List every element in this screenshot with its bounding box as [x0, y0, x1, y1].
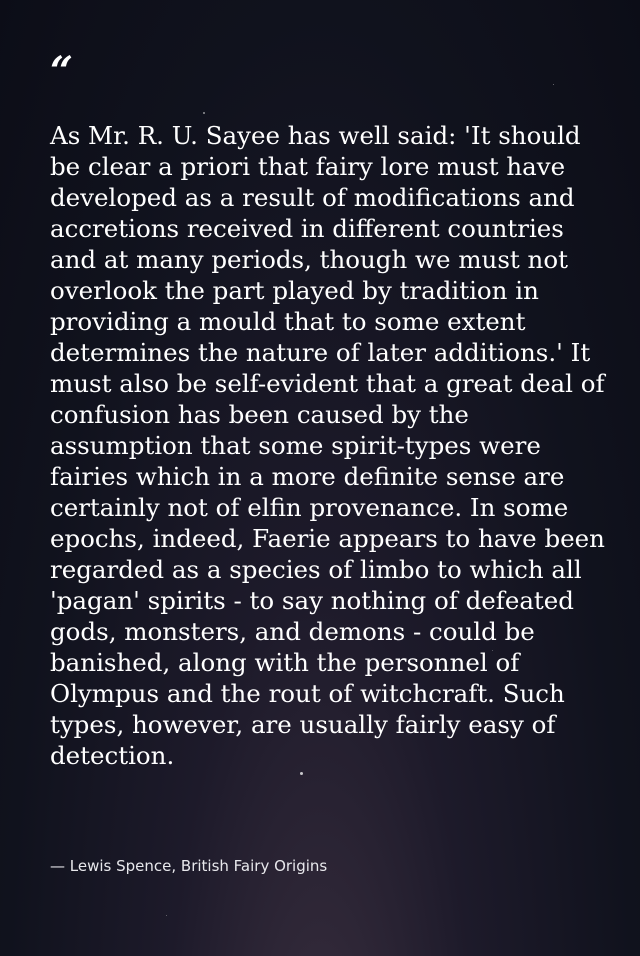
star	[553, 84, 554, 85]
quote-mark-icon: “	[50, 48, 74, 95]
star	[300, 772, 303, 775]
star	[203, 112, 205, 114]
quote-attribution: — Lewis Spence, British Fairy Origins	[50, 857, 328, 875]
star	[166, 915, 167, 916]
quote-text: As Mr. R. U. Sayee has well said: 'It should be clear a priori that fairy lore must have developed as a result of modifications and accretions received in different countries and at many periods, though we must not overlook the part played by tradition in providing a mould that to some extent determines the nature of later additions.' It must also be self-evident that a great deal of confusion has been caused by the assumption that some spirit-types were fairies which in a more definite sense are certainly not of elfin provenance. In some epochs, indeed, Faerie appears to have been regarded as a species of limbo to which all 'pagan' spirits - to say nothing of defeated gods, monsters, and demons - could be banished, along with the personnel of Olympus and the rout of witchcraft. Such types, however, are usually fairly easy of detection.	[50, 121, 605, 770]
